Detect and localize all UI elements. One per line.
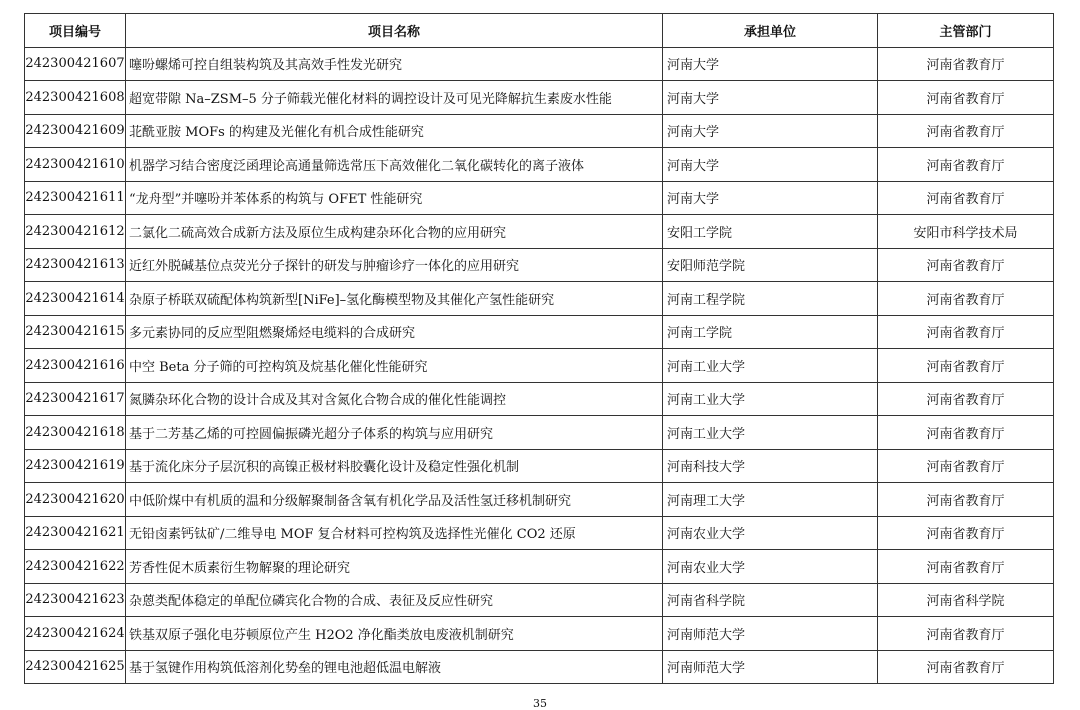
project-name-cell: 基于二芳基乙烯的可控圆偏振磷光超分子体系的构筑与应用研究: [126, 416, 663, 450]
supervising-dept-cell: 河南省教育厅: [878, 382, 1054, 416]
project-id-cell: 242300421622: [25, 550, 126, 584]
supervising-dept-cell: 河南省教育厅: [878, 315, 1054, 349]
undertaking-unit-cell: 河南工业大学: [663, 382, 878, 416]
project-name-cell: 机器学习结合密度泛函理论高通量筛选常压下高效催化二氧化碳转化的离子液体: [126, 148, 663, 182]
table-row: [25, 47, 1054, 81]
project-name-cell: 多元素协同的反应型阻燃聚烯烃电缆料的合成研究: [126, 315, 663, 349]
undertaking-unit-cell: 河南大学: [663, 148, 878, 182]
table-row: [25, 483, 1054, 517]
project-name-cell: 二氯化二硫高效合成新方法及原位生成构建杂环化合物的应用研究: [126, 215, 663, 249]
project-id-cell: 242300421617: [25, 382, 126, 416]
project-id-cell: 242300421621: [25, 516, 126, 550]
project-id-cell: 242300421619: [25, 449, 126, 483]
table-row: [25, 617, 1054, 651]
undertaking-unit-cell: 河南理工大学: [663, 483, 878, 517]
project-name-cell: 氮膦杂环化合物的设计合成及其对含氮化合物合成的催化性能调控: [126, 382, 663, 416]
table-row: [25, 382, 1054, 416]
undertaking-unit-cell: 河南工业大学: [663, 349, 878, 383]
project-name-cell: 近红外脱碱基位点荧光分子探针的研发与肿瘤诊疗一体化的应用研究: [126, 248, 663, 282]
undertaking-unit-cell: 河南农业大学: [663, 516, 878, 550]
supervising-dept-cell: 河南省教育厅: [878, 282, 1054, 316]
project-id-cell: 242300421620: [25, 483, 126, 517]
supervising-dept-cell: 河南省教育厅: [878, 650, 1054, 684]
page-number: 35: [533, 697, 547, 710]
undertaking-unit-cell: 河南大学: [663, 181, 878, 215]
supervising-dept-cell: 河南省教育厅: [878, 81, 1054, 115]
table-row: [25, 550, 1054, 584]
supervising-dept-cell: 河南省教育厅: [878, 148, 1054, 182]
undertaking-unit-cell: 河南师范大学: [663, 617, 878, 651]
project-name-cell: 铁基双原子强化电芬顿原位产生 H2O2 净化酯类放电废液机制研究: [126, 617, 663, 651]
project-name-cell: 杂蒽类配体稳定的单配位磷宾化合物的合成、表征及反应性研究: [126, 583, 663, 617]
project-name-cell: 芳香性促木质素衍生物解聚的理论研究: [126, 550, 663, 584]
header-project-id: 项目编号: [25, 14, 126, 48]
project-id-cell: 242300421608: [25, 81, 126, 115]
supervising-dept-cell: 河南省教育厅: [878, 47, 1054, 81]
undertaking-unit-cell: 安阳工学院: [663, 215, 878, 249]
project-table: [24, 13, 1054, 684]
supervising-dept-cell: 河南省教育厅: [878, 349, 1054, 383]
table-row: [25, 315, 1054, 349]
supervising-dept-cell: 河南省教育厅: [878, 550, 1054, 584]
project-id-cell: 242300421618: [25, 416, 126, 450]
table-row: [25, 181, 1054, 215]
project-id-cell: 242300421607: [25, 47, 126, 81]
project-name-cell: 中空 Beta 分子筛的可控构筑及烷基化催化性能研究: [126, 349, 663, 383]
table-row: [25, 583, 1054, 617]
supervising-dept-cell: 河南省教育厅: [878, 248, 1054, 282]
project-id-cell: 242300421623: [25, 583, 126, 617]
table-row: [25, 248, 1054, 282]
undertaking-unit-cell: 河南大学: [663, 81, 878, 115]
table-row: [25, 449, 1054, 483]
project-name-cell: 中低阶煤中有机质的温和分级解聚制备含氧有机化学品及活性氢迁移机制研究: [126, 483, 663, 517]
project-id-cell: 242300421614: [25, 282, 126, 316]
project-name-cell: 苝酰亚胺 MOFs 的构建及光催化有机合成性能研究: [126, 114, 663, 148]
undertaking-unit-cell: 河南科技大学: [663, 449, 878, 483]
header-project-name: 项目名称: [126, 14, 663, 48]
table-row: [25, 215, 1054, 249]
supervising-dept-cell: 河南省教育厅: [878, 114, 1054, 148]
supervising-dept-cell: 河南省教育厅: [878, 449, 1054, 483]
project-name-cell: 基于流化床分子层沉积的高镍正极材料胶囊化设计及稳定性强化机制: [126, 449, 663, 483]
table-row: [25, 416, 1054, 450]
undertaking-unit-cell: 河南大学: [663, 47, 878, 81]
undertaking-unit-cell: 河南工业大学: [663, 416, 878, 450]
undertaking-unit-cell: 河南师范大学: [663, 650, 878, 684]
supervising-dept-cell: 河南省教育厅: [878, 483, 1054, 517]
table-row: [25, 516, 1054, 550]
project-id-cell: 242300421624: [25, 617, 126, 651]
project-name-cell: 噻吩螺烯可控自组装构筑及其高效手性发光研究: [126, 47, 663, 81]
project-id-cell: 242300421625: [25, 650, 126, 684]
table-body: [25, 47, 1054, 684]
project-id-cell: 242300421612: [25, 215, 126, 249]
project-id-cell: 242300421609: [25, 114, 126, 148]
project-name-cell: 基于氢键作用构筑低溶剂化势垒的锂电池超低温电解液: [126, 650, 663, 684]
header-supervising-dept: 主管部门: [878, 14, 1054, 48]
table-row: [25, 650, 1054, 684]
project-name-cell: 无铅卤素钙钛矿/二维导电 MOF 复合材料可控构筑及选择性光催化 CO2 还原: [126, 516, 663, 550]
project-name-cell: 杂原子桥联双硫配体构筑新型[NiFe]–氢化酶模型物及其催化产氢性能研究: [126, 282, 663, 316]
undertaking-unit-cell: 河南大学: [663, 114, 878, 148]
supervising-dept-cell: 安阳市科学技术局: [878, 215, 1054, 249]
project-id-cell: 242300421611: [25, 181, 126, 215]
undertaking-unit-cell: 河南工学院: [663, 315, 878, 349]
table-header-row: [25, 14, 1054, 48]
project-id-cell: 242300421616: [25, 349, 126, 383]
table-row: [25, 349, 1054, 383]
undertaking-unit-cell: 河南工程学院: [663, 282, 878, 316]
undertaking-unit-cell: 河南省科学院: [663, 583, 878, 617]
header-undertaking-unit: 承担单位: [663, 14, 878, 48]
table-row: [25, 114, 1054, 148]
supervising-dept-cell: 河南省教育厅: [878, 516, 1054, 550]
project-id-cell: 242300421610: [25, 148, 126, 182]
supervising-dept-cell: 河南省教育厅: [878, 181, 1054, 215]
table-row: [25, 148, 1054, 182]
project-name-cell: “龙舟型”并噻吩并苯体系的构筑与 OFET 性能研究: [126, 181, 663, 215]
project-id-cell: 242300421615: [25, 315, 126, 349]
project-id-cell: 242300421613: [25, 248, 126, 282]
supervising-dept-cell: 河南省教育厅: [878, 416, 1054, 450]
table-row: [25, 81, 1054, 115]
supervising-dept-cell: 河南省科学院: [878, 583, 1054, 617]
supervising-dept-cell: 河南省教育厅: [878, 617, 1054, 651]
project-name-cell: 超宽带隙 Na–ZSM–5 分子筛载光催化材料的调控设计及可见光降解抗生素废水性能: [126, 81, 663, 115]
table-row: [25, 282, 1054, 316]
undertaking-unit-cell: 安阳师范学院: [663, 248, 878, 282]
undertaking-unit-cell: 河南农业大学: [663, 550, 878, 584]
